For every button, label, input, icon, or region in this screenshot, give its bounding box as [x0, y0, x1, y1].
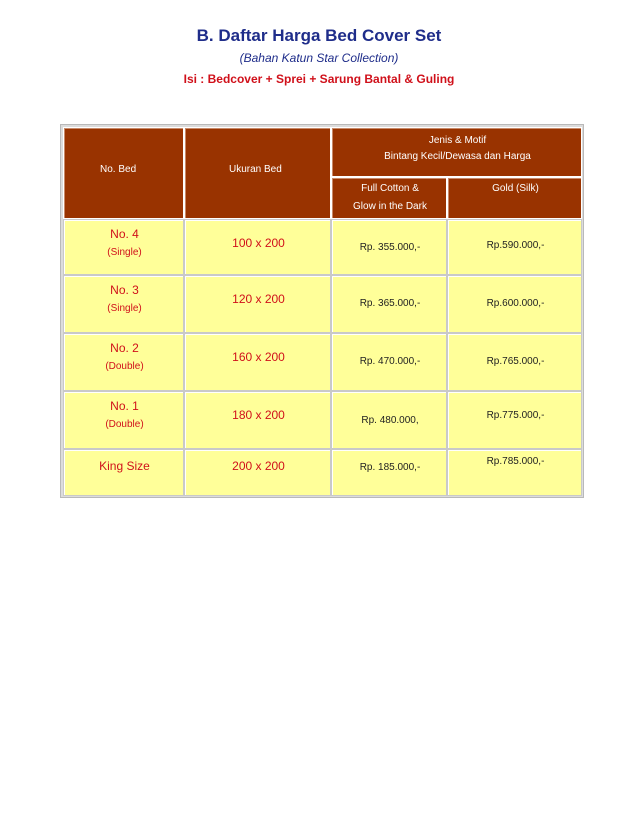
- page-title: B. Daftar Harga Bed Cover Set: [196, 26, 442, 45]
- header-cotton-line1: Full Cotton &: [361, 183, 419, 194]
- bed-number: King Size: [99, 459, 150, 473]
- cotton-price: Rp. 480.000,: [361, 415, 419, 426]
- gold-price-cell: [447, 449, 582, 496]
- price-table: [60, 124, 584, 498]
- bed-number: No. 4: [110, 227, 139, 241]
- table-row: [63, 333, 184, 391]
- cotton-price: Rp. 470.000,-: [359, 356, 421, 367]
- header-no-bed: [63, 127, 184, 219]
- table-row: [63, 219, 184, 275]
- bed-type: (Double): [105, 361, 144, 372]
- bed-size: 120 x 200: [232, 292, 285, 306]
- gold-price: Rp.590.000,-: [486, 240, 545, 251]
- table-row: [63, 275, 184, 333]
- bed-size: 100 x 200: [232, 236, 285, 250]
- header-ukuran: [184, 127, 331, 219]
- header-jenis-motif: [331, 127, 582, 177]
- header-no-bed-label: No. Bed: [100, 164, 137, 175]
- size-cell: [184, 449, 331, 496]
- bed-type: (Single): [107, 247, 142, 258]
- gold-price-cell: [447, 391, 582, 449]
- gold-price: Rp.600.000,-: [486, 298, 545, 309]
- gold-price-cell: [447, 219, 582, 275]
- cotton-price: Rp. 355.000,-: [359, 242, 421, 253]
- bed-type: (Single): [107, 303, 142, 314]
- cotton-price-cell: [331, 333, 447, 391]
- gold-price: Rp.765.000,-: [486, 356, 545, 367]
- size-cell: [184, 391, 331, 449]
- gold-price-cell: [447, 333, 582, 391]
- bed-size: 160 x 200: [232, 350, 285, 364]
- header-gold: [447, 177, 582, 219]
- size-cell: [184, 275, 331, 333]
- bed-number: No. 3: [110, 283, 139, 297]
- size-cell: [184, 219, 331, 275]
- header-jenis-line1: Jenis & Motif: [428, 135, 487, 146]
- header-gold-label: Gold (Silk): [492, 183, 539, 194]
- bed-size: 180 x 200: [232, 408, 285, 422]
- cotton-price-cell: [331, 275, 447, 333]
- set-contents: Isi : Bedcover + Sprei + Sarung Bantal & Guling: [183, 72, 455, 86]
- bed-number: No. 1: [110, 399, 139, 413]
- header-jenis-line2: Bintang Kecil/Dewasa dan Harga: [384, 151, 531, 162]
- cotton-price-cell: [331, 219, 447, 275]
- bed-size: 200 x 200: [232, 459, 285, 473]
- cotton-price-cell: [331, 449, 447, 496]
- bed-number: No. 2: [110, 341, 139, 355]
- header-cotton-line2: Glow in the Dark: [353, 201, 427, 212]
- size-cell: [184, 333, 331, 391]
- cotton-price-cell: [331, 391, 447, 449]
- table-row: [63, 391, 184, 449]
- page-subtitle: (Bahan Katun Star Collection): [239, 51, 399, 65]
- cotton-price: Rp. 185.000,-: [359, 462, 421, 473]
- table-row: [63, 449, 184, 496]
- gold-price: Rp.775.000,-: [486, 410, 545, 421]
- bed-type: (Double): [105, 419, 144, 430]
- gold-price-cell: [447, 275, 582, 333]
- cotton-price: Rp. 365.000,-: [359, 298, 421, 309]
- gold-price: Rp.785.000,-: [486, 456, 545, 467]
- header-cotton: [331, 177, 447, 219]
- header-ukuran-label: Ukuran Bed: [229, 164, 282, 175]
